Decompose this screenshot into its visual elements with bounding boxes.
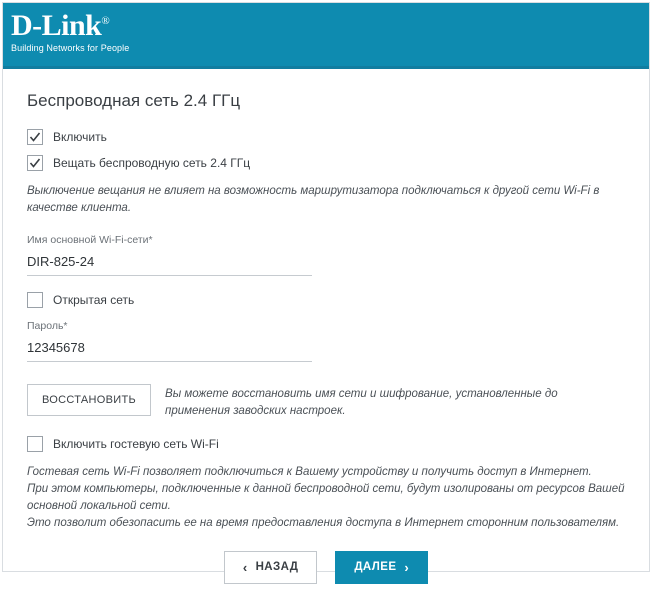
back-button[interactable]: [224, 551, 317, 584]
checkbox-row-broadcast[interactable]: [27, 155, 625, 171]
dlink-logo: [11, 11, 129, 53]
checkbox-row-guest-network[interactable]: [27, 436, 625, 452]
checkbox-row-enable[interactable]: [27, 129, 625, 145]
checkbox-enable-label: Включить: [53, 130, 107, 144]
restore-button[interactable]: ВОССТАНОВИТЬ: [27, 384, 151, 416]
password-field-group: [27, 320, 625, 362]
password-label: Пароль*: [27, 320, 68, 333]
checkbox-guest-network-label: Включить гостевую сеть Wi-Fi: [53, 436, 219, 451]
chevron-right-icon: ›: [404, 559, 410, 575]
checkbox-enable[interactable]: [27, 129, 43, 145]
checkbox-open-network[interactable]: [27, 292, 43, 308]
registered-trademark-icon: ®: [101, 15, 110, 27]
app-header: [3, 3, 649, 69]
chevron-left-icon: ‹: [242, 559, 248, 575]
broadcast-note: Выключение вещания не влияет на возможность маршрутизатора подключаться к другой сети Wi-Fi в качестве клиента.: [27, 185, 600, 214]
checkbox-broadcast-label: Вещать беспроводную сеть 2.4 ГГц: [53, 156, 251, 170]
check-icon: [29, 131, 41, 143]
checkbox-guest-network[interactable]: [27, 436, 43, 452]
ssid-label: Имя основной Wi-Fi-сети*: [27, 234, 153, 247]
wizard-card: [2, 2, 650, 575]
password-input[interactable]: [27, 336, 312, 362]
check-icon: [29, 157, 41, 169]
page-title: Беспроводная сеть 2.4 ГГц: [27, 91, 241, 110]
guest-note-line-3: Это позволит обезопасить ее на время предоставления доступа в Интернет сторонним пользователям.: [27, 517, 620, 530]
wizard-content: [3, 69, 649, 602]
restore-note: Вы можете восстановить имя сети и шифрование, установленные до применения заводских настроек.: [165, 388, 558, 418]
checkbox-open-network-label: Открытая сеть: [53, 293, 135, 308]
guest-note: [27, 464, 625, 533]
checkbox-row-open-network[interactable]: [27, 292, 625, 308]
next-button-label: ДАЛЕЕ: [354, 561, 397, 574]
guest-note-line-2: При этом компьютеры, подключенные к данной беспроводной сети, будут изолированы от ресурсов Вашей основной локальной сети.: [27, 482, 625, 513]
next-button[interactable]: [335, 551, 428, 584]
wizard-footer: [27, 551, 625, 602]
back-button-label: НАЗАД: [255, 561, 299, 574]
logo-tagline: Building Networks for People: [11, 43, 130, 53]
ssid-input[interactable]: [27, 250, 312, 276]
restore-section: [27, 384, 625, 419]
guest-note-line-1: Гостевая сеть Wi-Fi позволяет подключиться к Вашему устройству и получить доступ в Интернет.: [27, 465, 592, 478]
logo-text: D-Link: [11, 9, 102, 42]
checkbox-broadcast[interactable]: [27, 155, 43, 171]
ssid-field-group: [27, 234, 625, 276]
